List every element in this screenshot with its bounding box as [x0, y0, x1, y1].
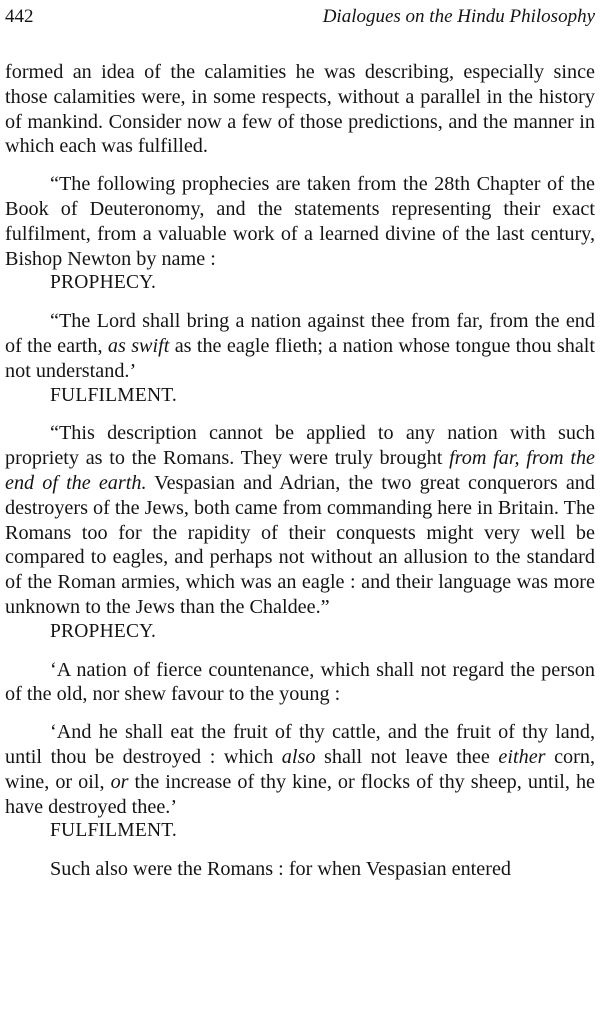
text-segment: ‘And he shall eat the fruit of thy cattle, and the fruit of thy land, until thou be destroyed : which	[5, 721, 595, 768]
running-title: Dialogues on the Hindu Philosophy	[322, 6, 595, 27]
paragraph-continuation: formed an idea of the calamities he was describing, especially since those calamities were, in some respects, without a parallel in the history of mankind. Consider now a few of those predictions, and the manner in which each was fulfilled.	[5, 61, 595, 158]
paragraph-prophecy-2a: ‘A nation of fierce countenance, which shall not regard the person of the old, nor shew favour to the young :	[5, 658, 595, 706]
text-segment: as the eagle flieth; a nation whose tongue thou shalt not understand.’	[5, 334, 596, 382]
text-segment: “This description cannot be applied to any nation with such propriety as to the Romans. They were truly brought	[5, 422, 595, 470]
paragraph-introduction: “The following prophecies are taken from the 28th Chapter of the Book of Deuteronomy, and the statements representing their exact fulfilment, from a valuable work of a learned divine of the last century, Bishop Newton by name :	[5, 173, 595, 270]
heading-fulfilment-1: FULFILMENT.	[50, 384, 177, 406]
running-head	[5, 6, 595, 32]
italic-phrase: as swift	[107, 334, 170, 357]
paragraph-fulfilment-1	[5, 421, 595, 619]
paragraph-prophecy-2b	[5, 720, 595, 819]
italic-word: also	[281, 745, 316, 768]
text-segment: shall not leave thee	[315, 745, 499, 768]
text-segment: corn, wine, or oil,	[5, 745, 595, 793]
paragraph-prophecy-1	[5, 309, 595, 383]
page-body	[5, 60, 595, 882]
heading-fulfilment-2: FULFILMENT.	[50, 820, 177, 842]
text-segment: Vespasian and Adrian, the two great conquerors and destroyers of the Jews, both came from commanding here in Britain. The Romans too for the rapidity of their conquests might very well be compared to eagles, and perhaps not without an allusion to the standard of the Roman armies, which was an eagle : and their language was more unknown to the Jews than the Chaldee.”	[5, 471, 595, 618]
italic-phrase: from far, from the end of the earth.	[5, 447, 595, 494]
text-segment: “The Lord shall bring a nation against thee from far, from the end of the earth,	[5, 310, 595, 357]
heading-prophecy-1: PROPHECY.	[50, 272, 157, 294]
heading-prophecy-2: PROPHECY.	[50, 620, 157, 642]
text-segment: the increase of thy kine, or flocks of thy sheep, until, he have destroyed thee.’	[5, 770, 595, 818]
italic-word: or	[110, 770, 129, 793]
italic-word: either	[498, 745, 546, 768]
paragraph-fulfilment-2: Such also were the Romans : for when Vespasian entered	[50, 858, 512, 881]
page-number: 442	[5, 6, 34, 27]
